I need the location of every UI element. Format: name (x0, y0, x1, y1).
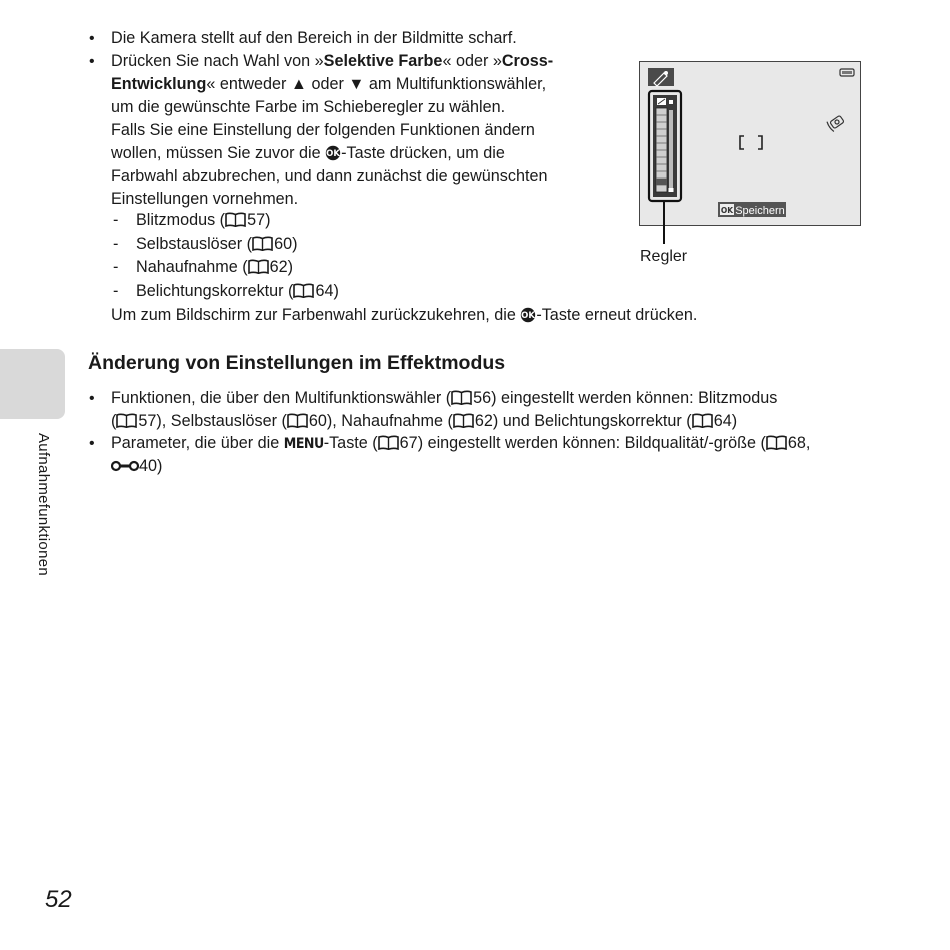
sub-item-blitzmodus: Blitzmodus ( 57) (136, 211, 271, 229)
effect-mode-icon (648, 68, 674, 86)
bullet-dot: • (89, 30, 95, 47)
chapter-label: Aufnahmefunktionen (35, 433, 52, 576)
menu-button-label: MENU (283, 436, 324, 452)
book-reference-icon (116, 413, 137, 428)
book-reference-icon (287, 413, 308, 428)
book-reference-icon (293, 283, 314, 298)
section-bullet-1-line-1: Funktionen, die über den Multifunktionswähler ( 56) eingestellt werden können: Blitzmodus (111, 389, 778, 407)
vibration-reduction-icon (826, 114, 845, 132)
ok-save-badge: OK (720, 206, 734, 215)
intro-line-4: Falls Sie eine Einstellung der folgenden Funktionen ändern (111, 121, 535, 139)
intro-line-7: Einstellungen vornehmen. (111, 190, 299, 208)
page-number: 52 (45, 886, 72, 913)
intro-line-3: um die gewünschte Farbe im Schieberegler zu wählen. (111, 98, 506, 116)
save-label: Speichern (735, 205, 785, 217)
return-instruction: Um zum Bildschirm zur Farbenwahl zurückzukehren, die -Taste erneut drücken. (111, 306, 698, 324)
reference-section-icon (111, 460, 139, 472)
bullet-dot: • (89, 435, 95, 452)
book-reference-icon (766, 435, 787, 450)
sub-item-dash: - (113, 258, 119, 276)
camera-screen-illustration (639, 61, 861, 226)
book-reference-icon (451, 390, 472, 405)
camera-screen-graphics (640, 62, 859, 224)
intro-line-6: Farbwahl abzubrechen, und dann zunächst die gewünschten (111, 167, 548, 185)
book-reference-icon (378, 435, 399, 450)
book-reference-icon (252, 236, 273, 251)
section-bullet-2-line-2: 40) (111, 455, 162, 478)
book-reference-icon (453, 413, 474, 428)
bullet-dot: • (89, 53, 95, 70)
section-bullet-2-line-1: Parameter, die über die MENU-Taste ( 67) eingestellt werden können: Bildqualität/-größe ( 68, (111, 434, 811, 452)
intro-line-5: wollen, müssen Sie zuvor die -Taste drücken, um die (111, 144, 505, 162)
sub-item-dash: - (113, 235, 119, 253)
sub-item-nahaufnahme: Nahaufnahme ( 62) (136, 258, 293, 276)
callout-line (663, 200, 665, 244)
section-heading: Änderung von Einstellungen im Effektmodus (88, 352, 506, 374)
callout-label-regler: Regler (640, 248, 688, 265)
book-reference-icon (248, 259, 269, 274)
book-reference-icon (692, 413, 713, 428)
ok-button-icon (325, 145, 341, 161)
book-reference-icon (225, 212, 246, 227)
chapter-tab (0, 349, 65, 419)
bullet-dot: • (89, 390, 95, 407)
sub-item-selbstausloeser: Selbstauslöser ( 60) (136, 235, 298, 253)
sub-item-belichtungskorrektur: Belichtungskorrektur ( 64) (136, 282, 339, 300)
intro-bullet-2-line-2: Entwicklung« entweder ▲ oder ▼ am Multifunktionswähler, (111, 75, 547, 93)
sub-item-dash: - (113, 282, 119, 300)
intro-bullet-2-line-1: Drücken Sie nach Wahl von »Selektive Farbe« oder »Cross- (111, 52, 554, 70)
intro-bullet-1: Die Kamera stellt auf den Bereich in der Bildmitte scharf. (111, 29, 517, 47)
section-bullet-1-line-2: ( 57), Selbstauslöser ( 60), Nahaufnahme ( 62) und Belichtungskorrektur ( 64) (111, 412, 738, 430)
ok-button-icon (520, 307, 536, 323)
sub-item-dash: - (113, 211, 119, 229)
